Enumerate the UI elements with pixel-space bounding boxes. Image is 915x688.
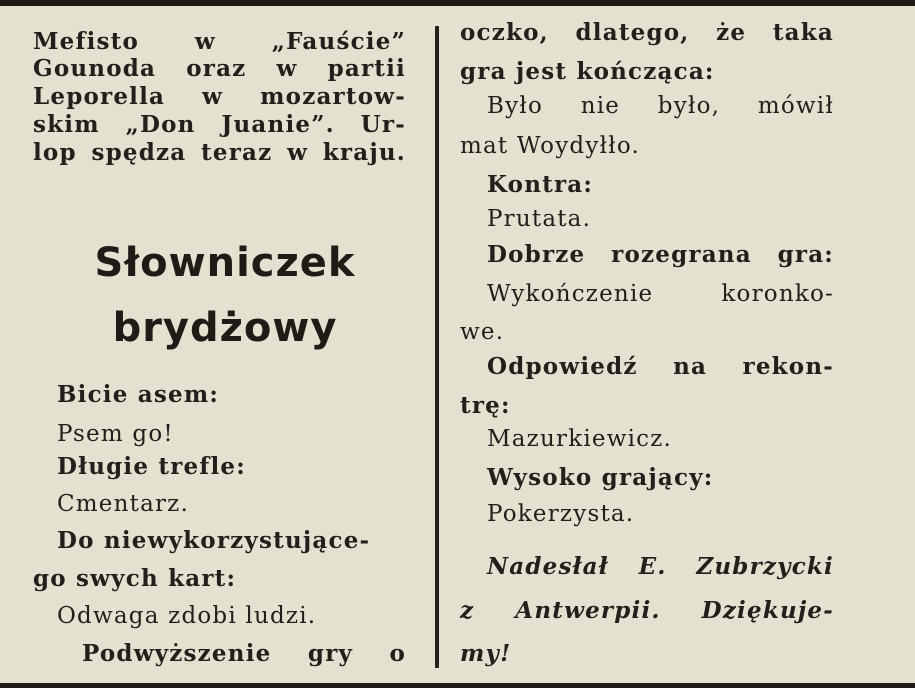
glossary-definition: we. <box>460 319 505 345</box>
glossary-term: gra jest kończąca: <box>460 58 715 85</box>
intro-line: Mefisto w „Fauście” <box>33 28 406 55</box>
intro-line: Leporella w mozartow- <box>33 83 406 110</box>
glossary-definition: Wykończenie koronko- <box>487 281 834 307</box>
glossary-term: Do niewykorzystujące- <box>57 527 371 554</box>
glossary-definition: Było nie było, mówił <box>487 93 834 119</box>
glossary-term: Wysoko grający: <box>487 464 714 491</box>
glossary-definition: Prutata. <box>487 206 592 232</box>
glossary-term: Kontra: <box>487 171 594 198</box>
glossary-term: Podwyższenie gry o <box>82 640 406 667</box>
glossary-definition: Mazurkiewicz. <box>487 426 673 452</box>
intro-line: skim „Don Juanie”. Ur- <box>33 111 406 138</box>
glossary-definition: Pokerzysta. <box>487 501 635 527</box>
column-divider <box>435 26 439 668</box>
glossary-term: Bicie asem: <box>57 381 220 408</box>
glossary-definition: mat Woydyłło. <box>460 133 640 159</box>
section-heading-line-2: brydżowy <box>112 305 338 351</box>
glossary-term: Dobrze rozegrana gra: <box>487 241 834 268</box>
glossary-term: oczko, dlatego, że taka <box>460 19 834 46</box>
credit-line: z Antwerpii. Dziękuje- <box>460 597 834 624</box>
glossary-term: trę: <box>460 392 511 419</box>
glossary-term: Odpowiedź na rekon- <box>487 353 834 380</box>
glossary-term: Długie trefle: <box>57 453 246 480</box>
section-heading-line-1: Słowniczek <box>94 240 356 286</box>
glossary-definition: Psem go! <box>57 421 174 447</box>
top-rule <box>0 0 915 6</box>
glossary-definition: Odwaga zdobi ludzi. <box>57 603 317 629</box>
credit-line: my! <box>460 640 512 667</box>
intro-line: lop spędza teraz w kraju. <box>33 139 406 166</box>
bottom-rule <box>0 683 915 688</box>
glossary-term: go swych kart: <box>33 565 237 592</box>
intro-line: Gounoda oraz w partii <box>33 55 406 82</box>
glossary-definition: Cmentarz. <box>57 491 190 517</box>
credit-line: Nadesłał E. Zubrzycki <box>487 553 834 580</box>
